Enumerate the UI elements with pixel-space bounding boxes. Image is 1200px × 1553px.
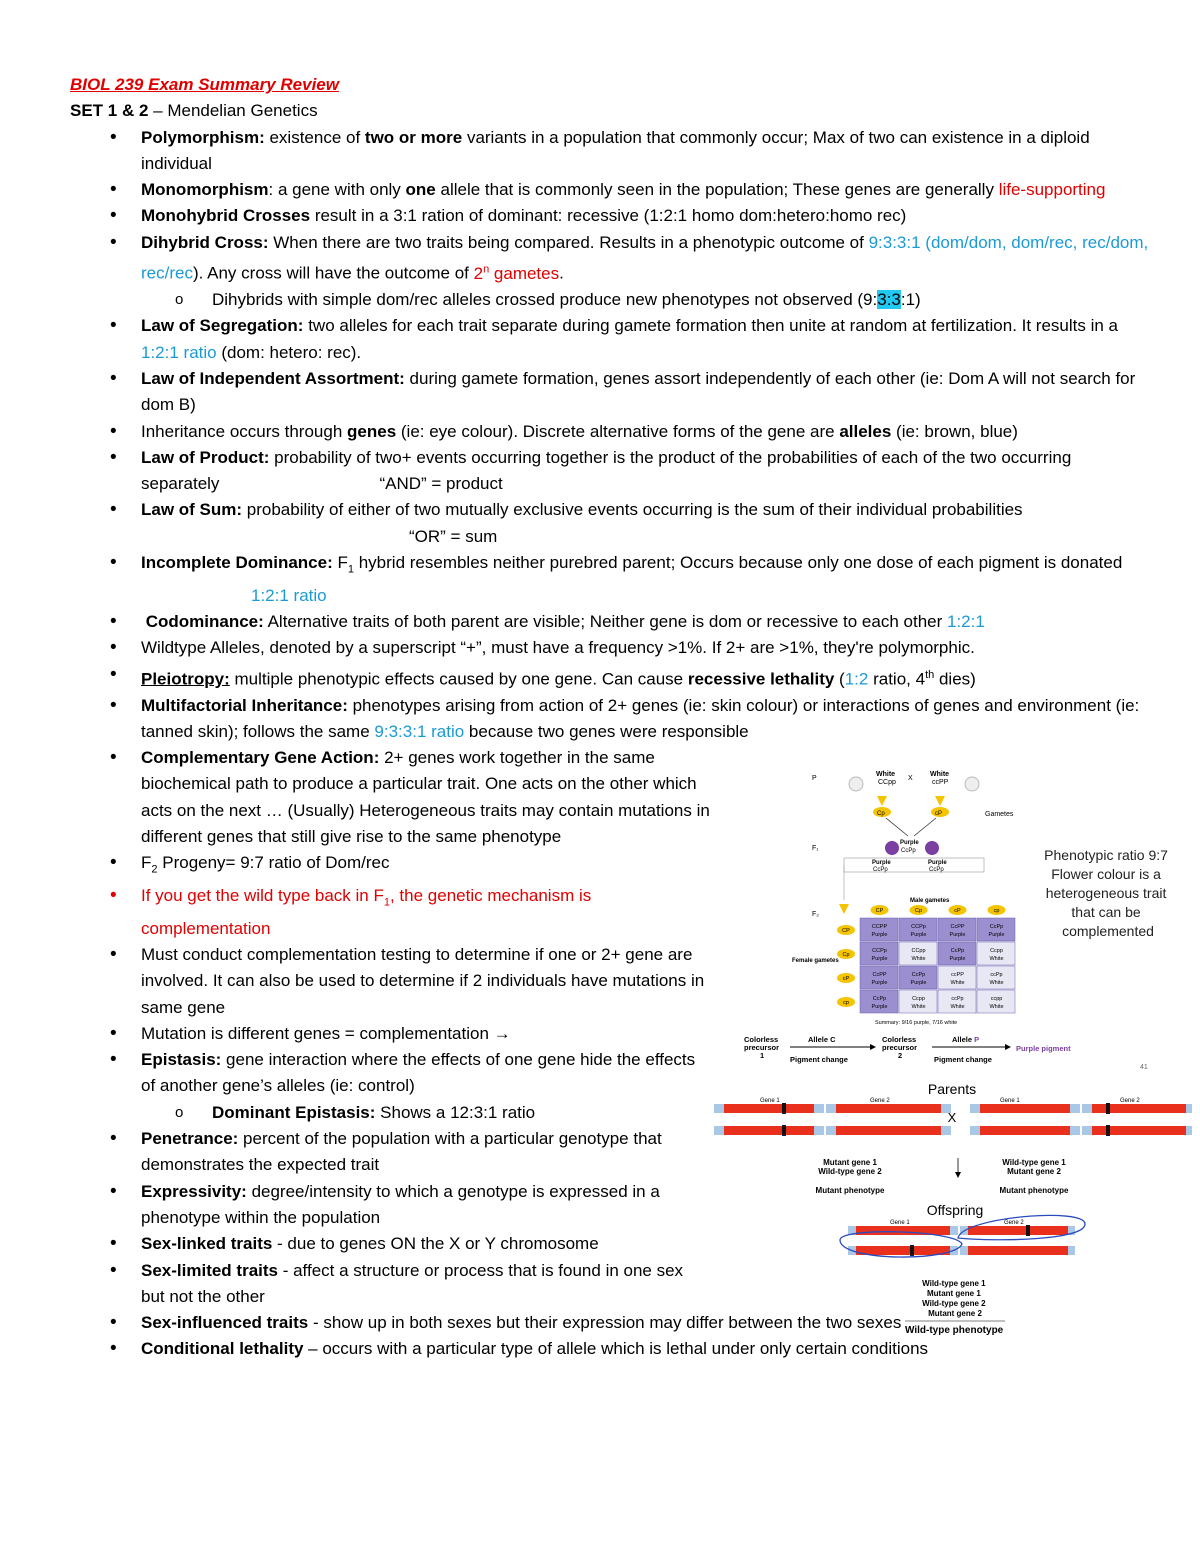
punnett-cell-phenotype: Purple xyxy=(949,956,966,962)
gene-label: Gene 1 xyxy=(760,1098,780,1104)
male-gamete-label: CP xyxy=(875,908,884,914)
list-item: • Expressivity: degree/intensity to which a genotype is expressed in a phenotype within the population xyxy=(70,1179,1150,1232)
parent-white-2-geno: ccPP xyxy=(932,779,949,786)
cross-symbol: X xyxy=(908,775,913,782)
punnett-cell-genotype: ccpp xyxy=(990,996,1003,1002)
list-item: • Law of Sum: probability of either of two mutually exclusive events occurring is the sum of their individual probabilities“OR” = sum xyxy=(70,497,1150,550)
gene-label: Gene 1 xyxy=(890,1220,910,1226)
f1-purple-left: Purple xyxy=(872,860,891,866)
list-item: • Law of Segregation: two alleles for each trait separate during gamete formation then unite at random at fertilization. It results in a 1:2:1 ratio (dom: hetero: rec). xyxy=(70,313,1150,366)
gene-label: Gene 1 xyxy=(1000,1098,1020,1104)
allele-p-label: Allele P xyxy=(952,1035,980,1044)
arrow-icon xyxy=(839,904,849,914)
list-item: • $F_2$ Progeny= 9:7 ratio of Dom/rec xyxy=(70,850,1150,883)
page-title: BIOL 239 Exam Summary Review xyxy=(70,75,339,94)
gamete-right-label: cP xyxy=(935,811,943,817)
male-gametes-label: Male gametes xyxy=(910,898,950,904)
punnett-cell-genotype: CcPp xyxy=(950,948,965,954)
list-item: • Epistasis: gene interaction where the effects of one gene hide the effects of another gene’s alleles (ie: control) xyxy=(70,1047,1150,1100)
list-item: • Sex-linked traits - due to genes ON the X or Y chromosome xyxy=(70,1231,1150,1257)
punnett-cell-genotype: CcPP xyxy=(872,972,887,978)
pigment-change-2: Pigment change xyxy=(934,1055,992,1064)
male-gamete-label: Cp xyxy=(914,908,923,914)
white-flower-left xyxy=(849,777,863,791)
purple-flower xyxy=(885,841,899,855)
female-gamete-label: Cp xyxy=(842,952,850,958)
punnett-cell-genotype: Ccpp xyxy=(990,948,1003,954)
pigment-change-1: Pigment change xyxy=(790,1055,848,1064)
list-item: • Monohybrid Crosses result in a 3:1 ration of dominant: recessive (1:2:1 homo dom:hetero:homo rec) xyxy=(70,203,1150,229)
f1-purple-label: Purple xyxy=(900,840,919,846)
arrow-icon xyxy=(877,796,887,806)
male-gamete-label: cp xyxy=(993,908,1000,914)
gene-label: Gene 2 xyxy=(1004,1220,1024,1226)
list-item: • Monomorphism: a gene with only one allele that is commonly seen in the population; These genes are generally life-supporting xyxy=(70,177,1150,203)
mutant-left-genotype: Mutant gene 1 Wild-type gene 2 xyxy=(818,1158,882,1176)
list-item: • Inheritance occurs through genes (ie: eye colour). Discrete alternative forms of the gene are alleles (ie: brown, blue) xyxy=(70,419,1150,445)
offspring-chromosomes xyxy=(840,1215,1085,1257)
f1-label: F₁ xyxy=(812,845,819,852)
f1-purple-geno: CcPp xyxy=(901,848,916,854)
parent-white-1-geno: CCpp xyxy=(878,779,896,786)
mutant-left-phenotype: Mutant phenotype xyxy=(815,1186,885,1195)
f1-purple-left-geno: CcPp xyxy=(873,867,888,873)
list-item: • Wildtype Alleles, denoted by a superscript “+”, must have a frequency >1%. If 2+ are >1%, they're polymorphic. xyxy=(70,635,1150,661)
parent-white-2: White xyxy=(930,771,950,778)
list-item: • Sex-limited traits - affect a structure or process that is found in one sex but not the other xyxy=(70,1258,1150,1311)
punnett-cell-phenotype: White xyxy=(989,956,1004,962)
punnett-cell-phenotype: White xyxy=(989,1004,1004,1010)
punnett-cell-phenotype: Purple xyxy=(910,932,927,938)
punnett-square xyxy=(837,905,1015,1013)
punnett-cell-phenotype: Purple xyxy=(949,932,966,938)
female-gamete-label: cP xyxy=(842,976,850,982)
biochemical-pathway xyxy=(744,1035,1071,1064)
purple-pigment-label: Purple pigment xyxy=(1016,1044,1071,1053)
list-item: • Must conduct complementation testing to determine if one or 2+ gene are involved. It can also be used to determine if 2 individuals have mutations in same gene xyxy=(70,942,1150,1021)
punnett-cell-phenotype: Purple xyxy=(871,956,888,962)
purple-flower xyxy=(925,841,939,855)
punnett-cell-phenotype: White xyxy=(950,980,965,986)
list-item: • Incomplete Dominance: $F_1$ hybrid resembles neither purebred parent; Occurs because only one dose of each pigment is donated1:2:1 ratio xyxy=(70,550,1150,609)
list-item: • Codominance: Alternative traits of both parent are visible; Neither gene is dom or recessive to each other 1:2:1 xyxy=(70,609,1150,635)
list-item: • Dihybrid Cross: When there are two traits being compared. Results in a phenotypic outcome of 9:3:3:1 (dom/dom, dom/rec, rec/dom, rec/rec). Any cross will have the outcome of 2$^n$ gametes. xyxy=(70,230,1150,287)
punnett-cell-phenotype: Purple xyxy=(988,932,1005,938)
white-flower-right xyxy=(965,777,979,791)
arrow-icon xyxy=(935,796,945,806)
punnett-cell-genotype: CcPp xyxy=(989,924,1004,930)
list-item: • Penetrance: percent of the population with a particular genotype that demonstrates the expected trait xyxy=(70,1126,1150,1179)
list-item: • Law of Independent Assortment: during gamete formation, genes assort independently of each other (ie: Dom A will not search for dom B) xyxy=(70,366,1150,419)
list-item: • Conditional lethality – occurs with a particular type of allele which is lethal under only certain conditions xyxy=(70,1336,1150,1362)
punnett-cell-genotype: CcPP xyxy=(950,924,965,930)
gene-label: Gene 2 xyxy=(870,1098,890,1104)
list-item: • Complementary Gene Action: 2+ genes work together in the same biochemical path to produce a particular trait. One acts on the other which acts on the next … (Usually) Heterogeneous traits may contain mutations in different genes that still give rise to the same phenotype xyxy=(70,745,1150,850)
cross-x-icon: X xyxy=(947,1110,957,1125)
down-arrow-icon xyxy=(955,1172,961,1178)
punnett-cell-genotype: ccPP xyxy=(951,972,964,978)
punnett-cell-genotype: CCPp xyxy=(872,948,887,954)
punnett-cell-phenotype: Purple xyxy=(871,1004,888,1010)
offspring-label: Offspring xyxy=(926,1202,984,1218)
list-item: o Dominant Epistasis: Shows a 12:3:1 ratio xyxy=(70,1100,1150,1126)
colorless-2: Colorless precursor 2 xyxy=(882,1035,918,1060)
punnett-cell-phenotype: White xyxy=(989,980,1004,986)
female-gamete-label: CP xyxy=(842,928,850,934)
gene-label: Gene 2 xyxy=(1120,1098,1140,1104)
punnett-cell-genotype: CCPP xyxy=(871,924,888,930)
female-gametes-label: Female gametes xyxy=(792,958,839,964)
list-item: • Sex-influenced traits - show up in both sexes but their expression may differ between the two sexes xyxy=(70,1310,1150,1336)
f1-purple-right-geno: CcPp xyxy=(929,867,944,873)
punnett-cell-genotype: ccPp xyxy=(990,972,1003,978)
list-item: • Mutation is different genes = complementation → xyxy=(70,1021,1150,1047)
p-label: P xyxy=(812,775,817,782)
punnett-cell-genotype: CCPp xyxy=(911,924,926,930)
phenotypic-ratio-caption: Phenotypic ratio 9:7 Flower colour is a heterogeneous trait that can be complemented xyxy=(1044,847,1168,939)
list-item: o Dihybrids with simple dom/rec alleles crossed produce new phenotypes not observed (9:3:3:1) xyxy=(70,287,1150,313)
list-item: • Polymorphism: existence of two or more variants in a population that commonly occur; Max of two can existence in a diploid individual xyxy=(70,125,1150,178)
punnett-cell-phenotype: Purple xyxy=(910,980,927,986)
parent-white-1: White xyxy=(876,771,896,778)
complementation-figure xyxy=(700,762,1200,1322)
male-gamete-label: cP xyxy=(954,908,961,914)
colorless-1: Colorless precursor 1 xyxy=(744,1035,780,1060)
list-item: • If you get the wild type back in $F_1$, the genetic mechanism is complementation xyxy=(70,883,1150,942)
parents-label: Parents xyxy=(927,1081,977,1097)
gamete-left-label: Cp xyxy=(877,811,885,817)
punnett-cell-phenotype: White xyxy=(911,956,926,962)
mutant-right-genotype: Wild-type gene 1 Mutant gene 2 xyxy=(1002,1158,1066,1176)
punnett-cell-genotype: Ccpp xyxy=(912,996,925,1002)
list-item: • Law of Product: probability of two+ events occurring together is the product of the probabilities of each of the two occurring separately “AND” = product xyxy=(70,445,1150,498)
offspring-genotype-list: Wild-type gene 1 Mutant gene 1 Wild-type gene 2 Mutant gene 2 xyxy=(922,1279,986,1318)
punnett-cell-genotype: CcPp xyxy=(872,996,887,1002)
mutant-right-phenotype: Mutant phenotype xyxy=(999,1186,1069,1195)
list-item: • Pleiotropy: multiple phenotypic effects caused by one gene. Can cause recessive lethality (1:2 ratio, 4th dies) xyxy=(70,662,1150,693)
f2-label: F₂ xyxy=(812,911,819,918)
slide-page-number: 41 xyxy=(1140,1064,1148,1071)
allele-c-label: Allele C xyxy=(808,1035,836,1044)
punnett-summary: Summary: 9/16 purple, 7/16 white xyxy=(875,1020,958,1026)
punnett-cell-genotype: CcPp xyxy=(911,972,926,978)
list-item: • Multifactorial Inheritance: phenotypes arising from action of 2+ genes (ie: skin colour) or interactions of genes and environment (ie: tanned skin); follows the same 9:3:3:1 ratio because two genes were responsible xyxy=(70,693,1150,746)
punnett-cell-phenotype: Purple xyxy=(871,980,888,986)
f1-purple-right: Purple xyxy=(928,860,947,866)
punnett-cell-phenotype: Purple xyxy=(871,932,888,938)
gametes-label: Gametes xyxy=(985,811,1014,818)
punnett-cell-phenotype: White xyxy=(911,1004,926,1010)
punnett-cell-phenotype: White xyxy=(950,1004,965,1010)
punnett-cell-genotype: ccPp xyxy=(951,996,964,1002)
female-gamete-label: cp xyxy=(843,1000,849,1006)
punnett-cell-genotype: CCpp xyxy=(911,948,926,954)
section-heading: SET 1 & 2 – Mendelian Genetics xyxy=(70,101,318,121)
offspring-phenotype-label: Wild-type phenotype xyxy=(905,1325,1004,1336)
